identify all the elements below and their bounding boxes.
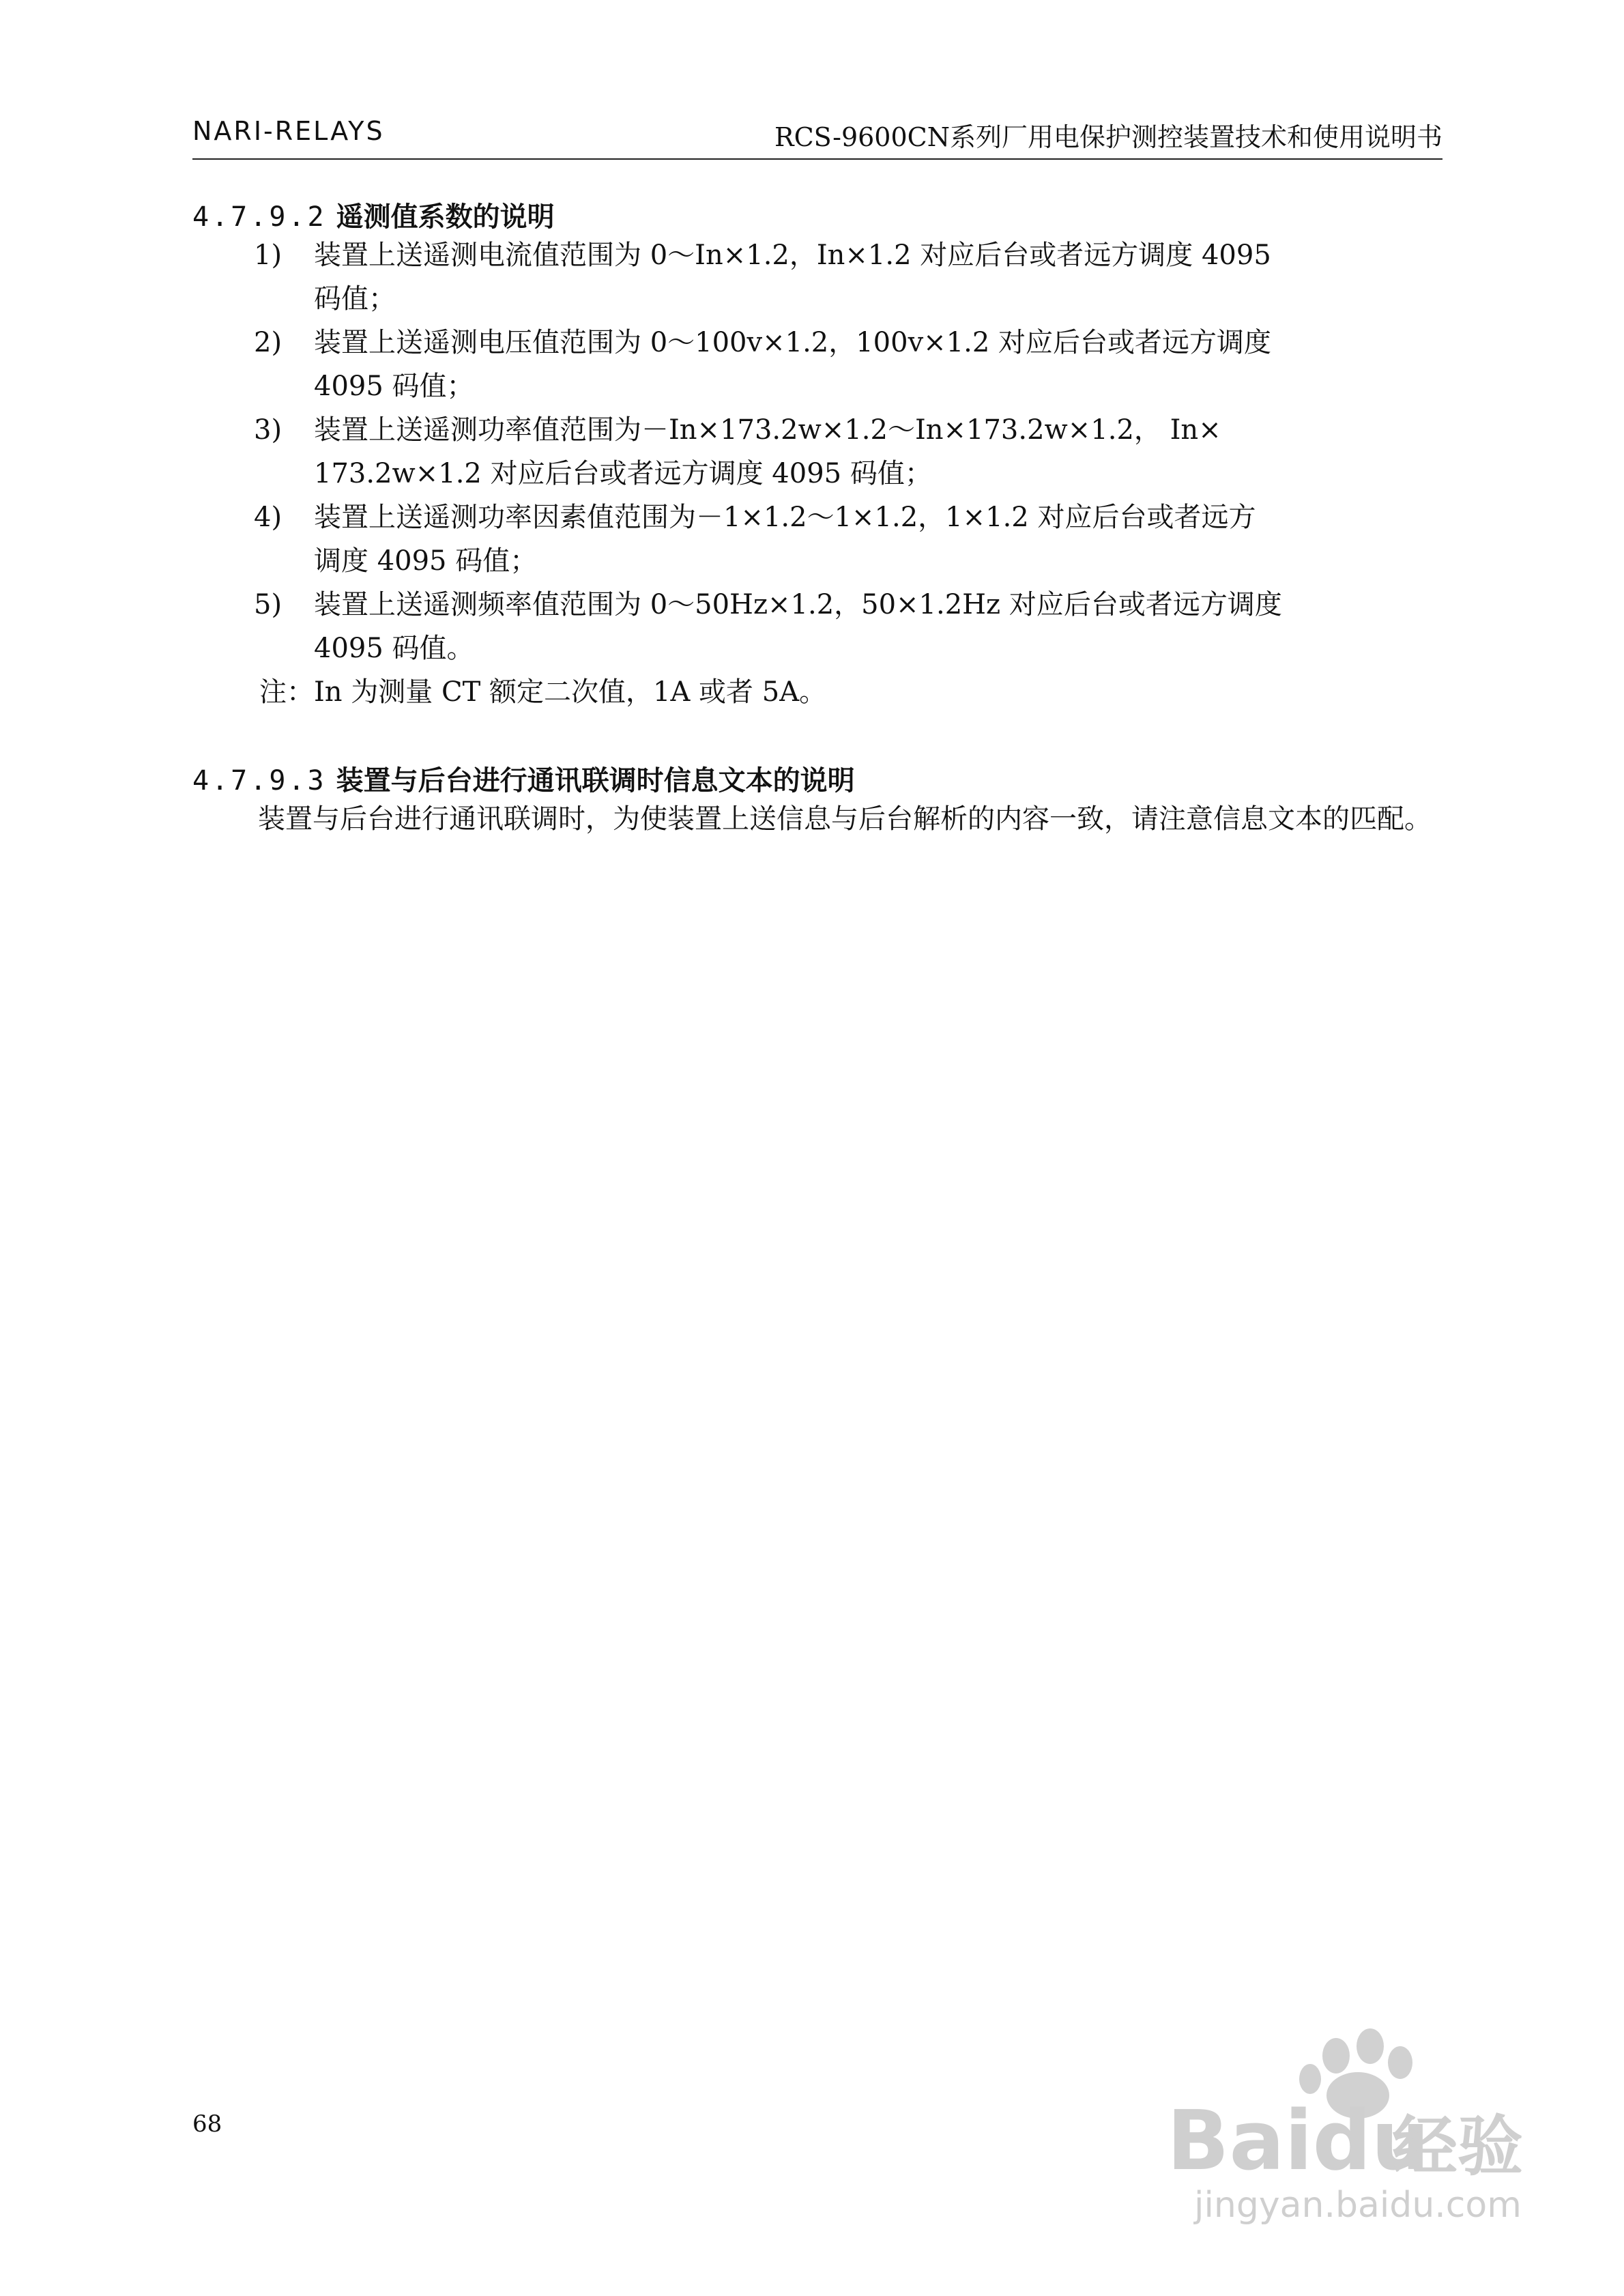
watermark-brand: Baidu [1167,2094,1430,2189]
list-item [254,321,1444,408]
list-item-line: 调度 4095 码值； [314,545,538,577]
header-rule [192,158,1442,160]
list-item-number: 3) [254,414,282,446]
page-number: 68 [192,2110,222,2138]
section-number: 4.7.9.3 [192,765,327,797]
list-item-line: 装置上送遥测电流值范围为 0～In×1.2，In×1.2 对应后台或者远方调度 4095 [314,240,1271,271]
section-title: 装置与后台进行通讯联调时信息文本的说明 [336,765,855,797]
note-text: 注：In 为测量 CT 额定二次值，1A 或者 5A。 [259,676,827,708]
list-item-number: 5) [254,589,282,620]
list-item-number: 1) [254,240,282,271]
section-number: 4.7.9.2 [192,201,327,233]
list-item [254,233,1444,321]
section-heading-4-7-9-2 [192,195,555,234]
section-title: 遥测值系数的说明 [336,201,555,233]
list-item-line: 173.2w×1.2 对应后台或者远方调度 4095 码值； [314,458,932,489]
list-item-line: 装置上送遥测频率值范围为 0～50Hz×1.2，50×1.2Hz 对应后台或者远方调度 [314,589,1282,620]
body-paragraph: 装置与后台进行通讯联调时，为使装置上送信息与后台解析的内容一致，请注意信息文本的匹配。 [258,803,1432,835]
list-item-line: 装置上送遥测电压值范围为 0～100v×1.2，100v×1.2 对应后台或者远方调度 [314,327,1272,358]
watermark-suffix: 经验 [1392,2108,1523,2185]
list-item [254,583,1444,670]
list-item-line: 装置上送遥测功率因素值范围为－1×1.2～1×1.2，1×1.2 对应后台或者远方 [314,502,1256,533]
list-item [254,496,1444,583]
list-item-number: 4) [254,502,282,533]
list-item-line: 4095 码值； [314,371,474,402]
header-brand: NARI-RELAYS [192,116,385,146]
list-item [254,408,1444,496]
list-item-line: 装置上送遥测功率值范围为－In×173.2w×1.2～In×173.2w×1.2， In× [314,414,1221,446]
baidu-jingyan-watermark [1153,2020,1563,2225]
list-item-number: 2) [254,327,282,358]
list-item-line: 码值； [314,283,396,315]
list-item-line: 4095 码值。 [314,633,474,664]
section-heading-4-7-9-3 [192,759,855,798]
header-document-title: RCS-9600CN系列厂用电保护测控装置技术和使用说明书 [774,122,1442,152]
watermark-url: jingyan.baidu.com [1194,2185,1522,2225]
